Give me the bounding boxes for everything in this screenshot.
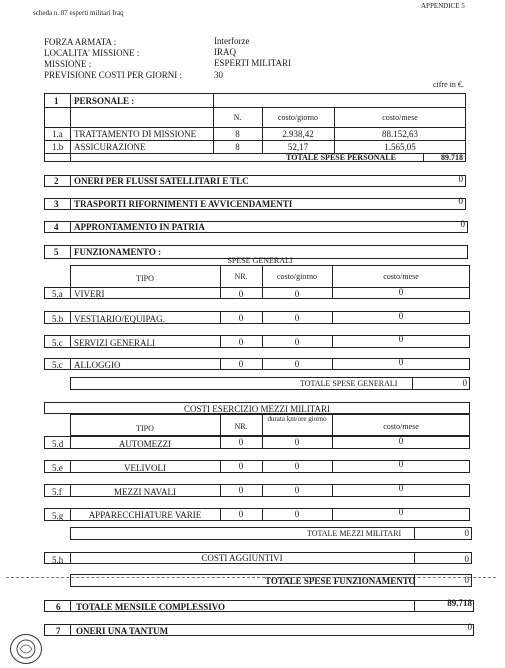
section-3-number: 3	[54, 199, 59, 209]
row-5d-code: 5.d	[52, 439, 64, 449]
section-1-number: 1	[54, 96, 59, 106]
section-5-title: FUNZIONAMENTO :	[74, 247, 162, 257]
row-5a-day: 0	[294, 289, 300, 299]
col-header-costo-giorno: costo/giorno	[278, 113, 318, 122]
row-alloggio-nr: 0	[238, 359, 244, 369]
row-1a-n: 8	[235, 129, 240, 139]
total-sg-value: 0	[462, 378, 467, 388]
currency-note: cifre in €.	[433, 80, 464, 89]
row-5c-desc: SERVIZI GENERALI	[74, 338, 156, 348]
sg-col-costo-mese: costo/mese	[383, 272, 419, 281]
sg-col-costo-giorno: costo/giorno	[277, 272, 317, 281]
row-5e-month: 0	[398, 459, 404, 469]
row-5c-code: 5.c	[52, 338, 63, 348]
row-alloggio-month: 0	[398, 357, 404, 367]
total-sg-label: TOTALE SPESE GENERALI	[300, 379, 398, 388]
row-1a-day: 2.938,42	[282, 129, 314, 139]
section-4-value: 0	[460, 219, 465, 229]
info-value-missione: ESPERTI MILITARI	[214, 58, 291, 68]
section-5-number: 5	[54, 247, 59, 257]
row-1a-code: 1.a	[52, 129, 63, 139]
section-2-value: 0	[458, 174, 463, 184]
row-5a-nr: 0	[238, 289, 244, 299]
info-label-forza: FORZA ARMATA :	[44, 37, 117, 47]
sg-col-nr: NR.	[234, 272, 248, 281]
row-alloggio-desc: ALLOGGIO	[74, 360, 121, 370]
info-label-localita: LOCALITA' MISSIONE :	[44, 48, 140, 58]
row-5f-month: 0	[398, 483, 404, 493]
total-mm-label: TOTALE MEZZI MILITARI	[307, 529, 402, 538]
row-5e-nr: 0	[238, 461, 244, 471]
row-5f-desc: MEZZI NAVALI	[114, 487, 176, 497]
row-5f-dur: 0	[294, 485, 300, 495]
section-6-title: TOTALE MENSILE COMPLESSIVO	[76, 602, 226, 612]
row-5a-desc: VIVERI	[74, 289, 105, 299]
row-5b-month: 0	[398, 311, 404, 321]
total-sg-box	[70, 377, 470, 390]
section-7-number: 7	[56, 626, 61, 636]
total-personale-label: TOTALE SPESE PERSONALE	[286, 153, 396, 162]
mm-col-durata: durata km/ore giorno	[267, 415, 327, 423]
total-funz-label: TOTALE SPESE FUNZIONAMENTO	[265, 576, 416, 586]
total-personale-value: 89.718	[441, 153, 463, 162]
row-5g-month: 0	[398, 507, 404, 517]
row-5b-nr: 0	[238, 313, 244, 323]
row-1a-month: 88.152,63	[382, 129, 418, 139]
mm-col-costo-mese: costo/mese	[383, 422, 419, 431]
row-5a-month: 0	[398, 287, 404, 297]
row-5h-code: 5.h	[52, 555, 64, 565]
section-4-number: 4	[54, 222, 59, 232]
row-5c-nr: 0	[238, 337, 244, 347]
mezzi-title: COSTI ESERCIZIO MEZZI MILITARI	[183, 404, 330, 414]
row-5f-code: 5.f	[52, 487, 62, 497]
stamp-seal-icon	[10, 634, 42, 664]
section-1-title: PERSONALE :	[74, 96, 135, 106]
row-5g-dur: 0	[294, 509, 300, 519]
row-5c-day: 0	[294, 337, 300, 347]
row-5e-dur: 0	[294, 461, 300, 471]
section-2-title: ONERI PER FLUSSI SATELLITARI E TLC	[74, 176, 249, 186]
row-5h-label: COSTI AGGIUNTIVI	[201, 553, 283, 563]
row-5g-code: 5.g	[52, 511, 64, 521]
info-label-giorni: PREVISIONE COSTI PER GIORNI :	[44, 70, 183, 80]
row-5b-day: 0	[294, 313, 300, 323]
section-3-value: 0	[458, 196, 463, 206]
appendix-label: APPENDICE 5	[421, 2, 465, 10]
sg-col-tipo: TIPO	[136, 274, 154, 283]
row-5d-desc: AUTOMEZZI	[118, 439, 172, 449]
row-1a-desc: TRATTAMENTO DI MISSIONE	[74, 129, 197, 139]
row-5h-value: 0	[464, 554, 469, 564]
total-funz-value: 0	[464, 575, 469, 585]
mm-col-nr: NR.	[234, 422, 248, 431]
row-1b-n: 8	[235, 142, 240, 152]
col-header-costo-mese: costo/mese	[382, 113, 418, 122]
info-value-forza: Interforze	[214, 36, 250, 46]
row-5d-nr: 0	[238, 437, 244, 447]
row-5a-code: 5.a	[52, 289, 63, 299]
col-header-n: N.	[233, 113, 242, 122]
section-7-title: ONERI UNA TANTUM	[76, 626, 169, 636]
row-5e-code: 5.e	[52, 463, 63, 473]
spese-generali-title: SPESE GENERALI	[227, 256, 293, 265]
row-5g-nr: 0	[238, 509, 244, 519]
row-alloggio-day: 0	[294, 359, 300, 369]
row-1b-day: 52,17	[287, 142, 309, 152]
row-5b-desc: VESTIARIO/EQUIPAG.	[74, 314, 165, 324]
section-6-number: 6	[56, 602, 61, 612]
info-label-missione: MISSIONE :	[44, 59, 92, 69]
row-alloggio-code: 5.c	[52, 360, 63, 370]
section-7-value: 0	[467, 622, 472, 632]
row-1b-month: 1.565,05	[384, 142, 416, 152]
row-1b-code: 1.b	[52, 142, 64, 152]
row-1b-desc: ASSICURAZIONE	[74, 142, 146, 152]
info-value-giorni: 30	[214, 70, 223, 80]
section-4-title: APPRONTAMENTO IN PATRIA	[74, 222, 205, 232]
row-5d-dur: 0	[294, 437, 300, 447]
section-2-number: 2	[54, 176, 59, 186]
scheda-reference: scheda n. 87 esperti militari Iraq	[33, 9, 124, 17]
row-5f-nr: 0	[238, 485, 244, 495]
mm-col-tipo: TIPO	[136, 424, 154, 433]
row-5c-month: 0	[398, 334, 404, 344]
total-mm-value: 0	[464, 528, 469, 538]
row-5e-desc: VELIVOLI	[124, 463, 166, 473]
info-value-localita: IRAQ	[214, 47, 236, 57]
section-3-title: TRASPORTI RIFORNIMENTI E AVVICENDAMENTI	[74, 199, 293, 209]
total-mm-box	[70, 527, 472, 540]
row-5b-code: 5.b	[52, 314, 64, 324]
row-5g-desc: APPARECCHIATURE VARIE	[88, 510, 202, 520]
row-5d-month: 0	[398, 436, 404, 446]
section-6-value: 89.718	[447, 598, 472, 608]
